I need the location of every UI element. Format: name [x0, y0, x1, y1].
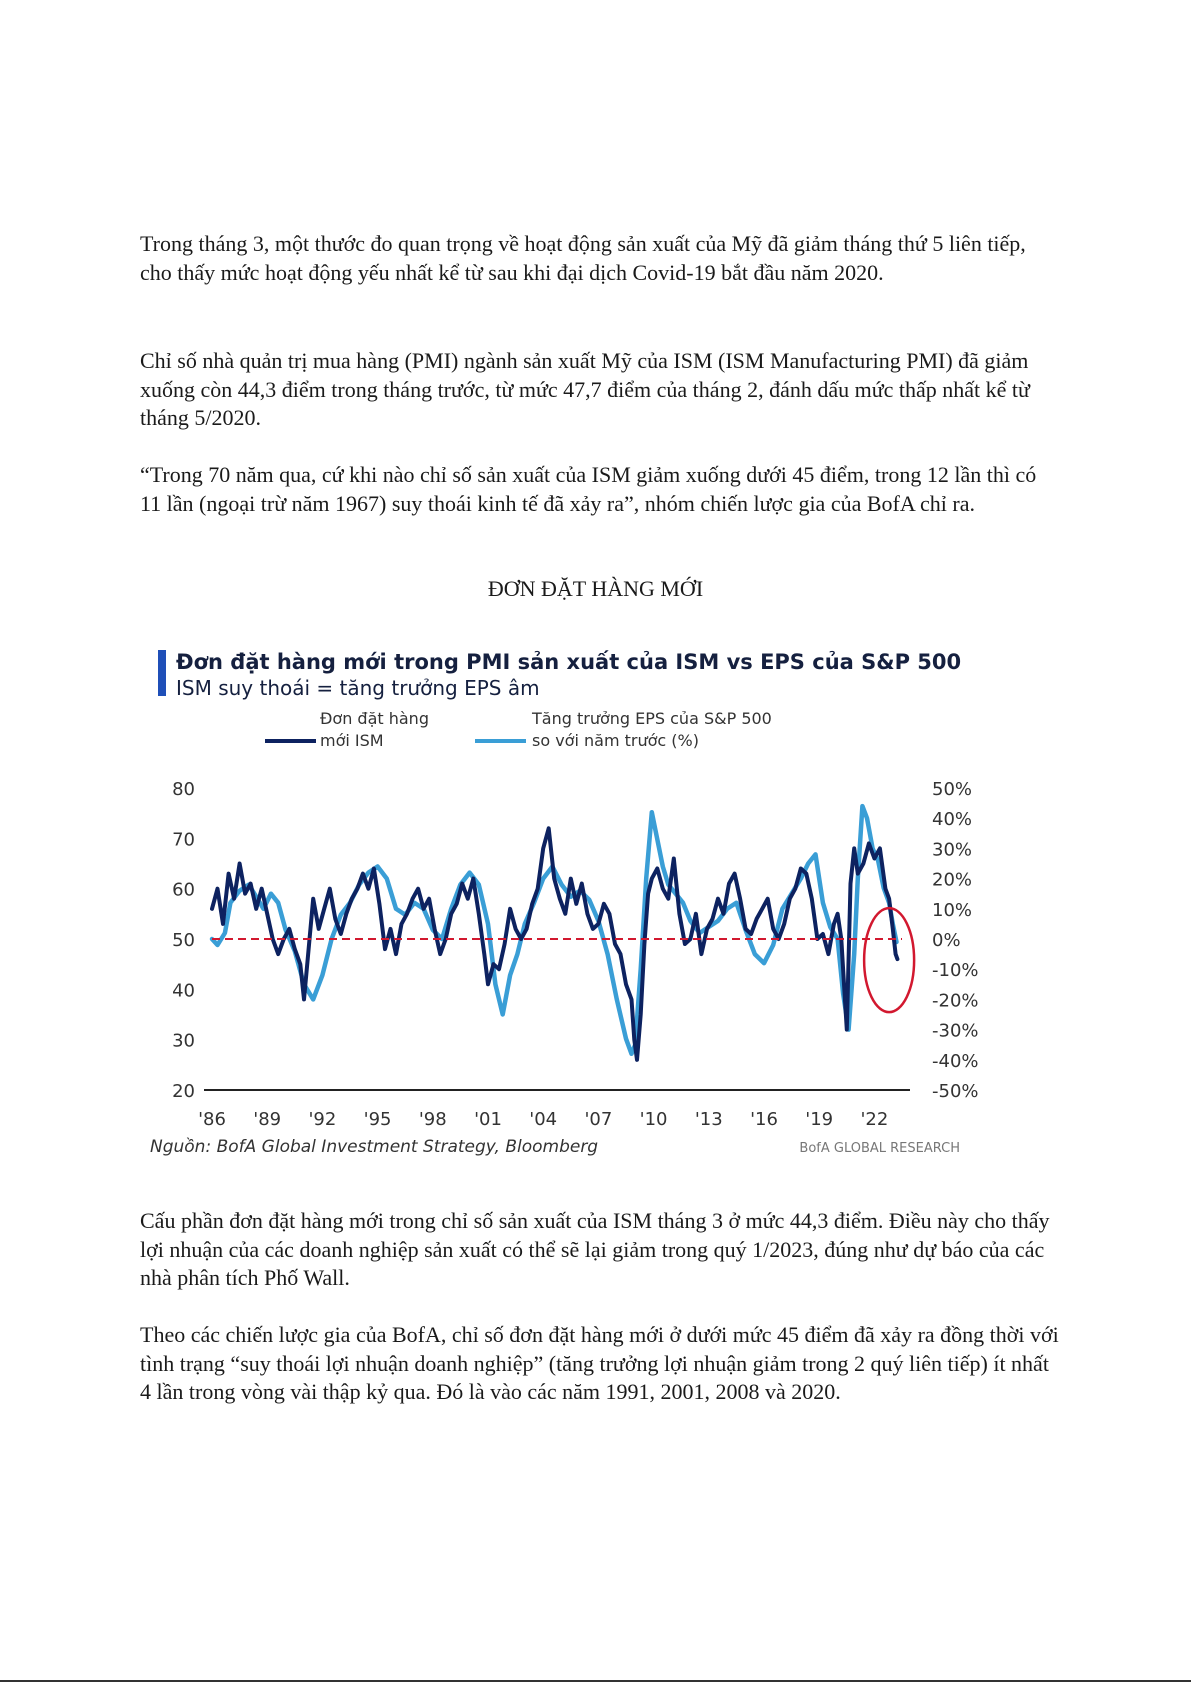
right-tick-label: -20% [932, 990, 979, 1012]
left-tick-label: 20 [172, 1081, 195, 1102]
x-tick-label: '01 [474, 1109, 502, 1130]
x-axis-ticks [198, 1109, 888, 1130]
paragraph-1: Trong tháng 3, một thước đo quan trọng về hoạt động sản xuất của Mỹ đã giảm tháng thứ 5 liên tiếp, cho thấy mức hoạt động yếu nhất kể từ sau khi đại dịch Covid-19 bắt đầu năm 2020. [140, 231, 1026, 285]
legend-label-eps-line2: so với năm trước (%) [532, 731, 699, 750]
left-tick-label: 50 [172, 930, 195, 951]
x-tick-label: '19 [805, 1109, 834, 1130]
x-tick-label: '10 [639, 1109, 668, 1130]
paragraph-2: Chỉ số nhà quản trị mua hàng (PMI) ngành sản xuất Mỹ của ISM (ISM Manufacturing PMI) đã giảm xuống còn 44,3 điểm trong tháng trước, từ mức 47,7 điểm của tháng 2, đánh dấu mức thấp nhất kể từ tháng 5/2020. [140, 348, 1030, 430]
x-tick-label: '16 [750, 1109, 778, 1130]
highlight-circle [864, 908, 914, 1012]
legend-label-eps [531, 709, 777, 750]
page-bottom-rule [0, 1680, 1191, 1682]
right-tick-label: 20% [932, 869, 973, 891]
series-line-sp500-eps-growth [212, 806, 897, 1054]
legend-label-ism-line2: mới ISM [320, 731, 384, 750]
legend-label-eps-line1: Tăng trưởng EPS của S&P 500 [532, 709, 772, 728]
x-tick-label: '86 [198, 1109, 226, 1130]
legend-label-ism-line1: Đơn đặt hàng [320, 709, 429, 728]
left-axis-ticks [172, 779, 195, 1102]
left-tick-label: 80 [172, 779, 195, 800]
chart-title: Đơn đặt hàng mới trong PMI sản xuất của ISM vs EPS của S&P 500 [176, 650, 962, 674]
right-tick-label: -50% [932, 1081, 979, 1102]
x-tick-label: '07 [584, 1109, 613, 1130]
x-tick-label: '92 [308, 1109, 337, 1130]
chart-svg [150, 640, 1050, 1180]
chart-source: Nguồn: BofA Global Investment Strategy, Bloomberg [150, 1137, 599, 1157]
right-tick-label: 40% [932, 809, 973, 831]
legend [265, 709, 777, 750]
chart-figure [150, 640, 1050, 1180]
left-tick-label: 30 [172, 1030, 195, 1052]
left-tick-label: 70 [172, 829, 195, 851]
legend-label-ism [320, 709, 434, 750]
series-layer [212, 806, 897, 1060]
x-tick-label: '22 [860, 1109, 889, 1130]
x-tick-label: '98 [418, 1109, 447, 1130]
x-tick-label: '13 [694, 1109, 723, 1130]
right-tick-label: 10% [932, 899, 973, 921]
right-tick-label: -10% [932, 960, 979, 982]
x-tick-label: '95 [363, 1109, 392, 1130]
paragraph-5: Theo các chiến lược gia của BofA, chỉ số đơn đặt hàng mới ở dưới mức 45 điểm đã xảy ra đồng thời với tình trạng “suy thoái lợi nhuận doanh nghiệp” (tăng trưởng lợi nhuận giảm trong 2 quý liên tiếp) ít nhất 4 lần trong vòng vài thập kỷ qua. Đó là vào các năm 1991, 2001, 2008 và 2020. [140, 1322, 1059, 1404]
right-tick-label: 0% [932, 930, 961, 951]
right-tick-label: 50% [932, 779, 973, 800]
section-heading: ĐƠN ĐẶT HÀNG MỚI [487, 576, 704, 601]
right-tick-label: 30% [932, 839, 973, 861]
left-tick-label: 40 [172, 980, 195, 1002]
paragraph-4: Cấu phần đơn đặt hàng mới trong chỉ số sản xuất của ISM tháng 3 ở mức 44,3 điểm. Điều này cho thấy lợi nhuận của các doanh nghiệp sản xuất có thể sẽ lại giảm trong quý 1/2023, đúng như dự báo của các nhà phân tích Phố Wall. [140, 1208, 1050, 1290]
x-tick-label: '04 [529, 1109, 558, 1130]
title-accent-bar [158, 650, 166, 696]
left-tick-label: 60 [172, 879, 195, 901]
right-tick-label: -30% [932, 1020, 979, 1042]
paragraph-3: “Trong 70 năm qua, cứ khi nào chỉ số sản xuất của ISM giảm xuống dưới 45 điểm, trong 12 lần thì có 11 lần (ngoại trừ năm 1967) suy thoái kinh tế đã xảy ra”, nhóm chiến lược gia của BofA chỉ ra. [140, 462, 1037, 516]
x-tick-label: '89 [253, 1109, 282, 1130]
series-line-ism-new-orders [212, 828, 897, 1060]
right-axis-ticks [932, 779, 979, 1102]
chart-brand: BofA GLOBAL RESEARCH [799, 1141, 960, 1156]
right-tick-label: -40% [932, 1050, 979, 1072]
chart-subtitle: ISM suy thoái = tăng trưởng EPS âm [176, 676, 540, 700]
